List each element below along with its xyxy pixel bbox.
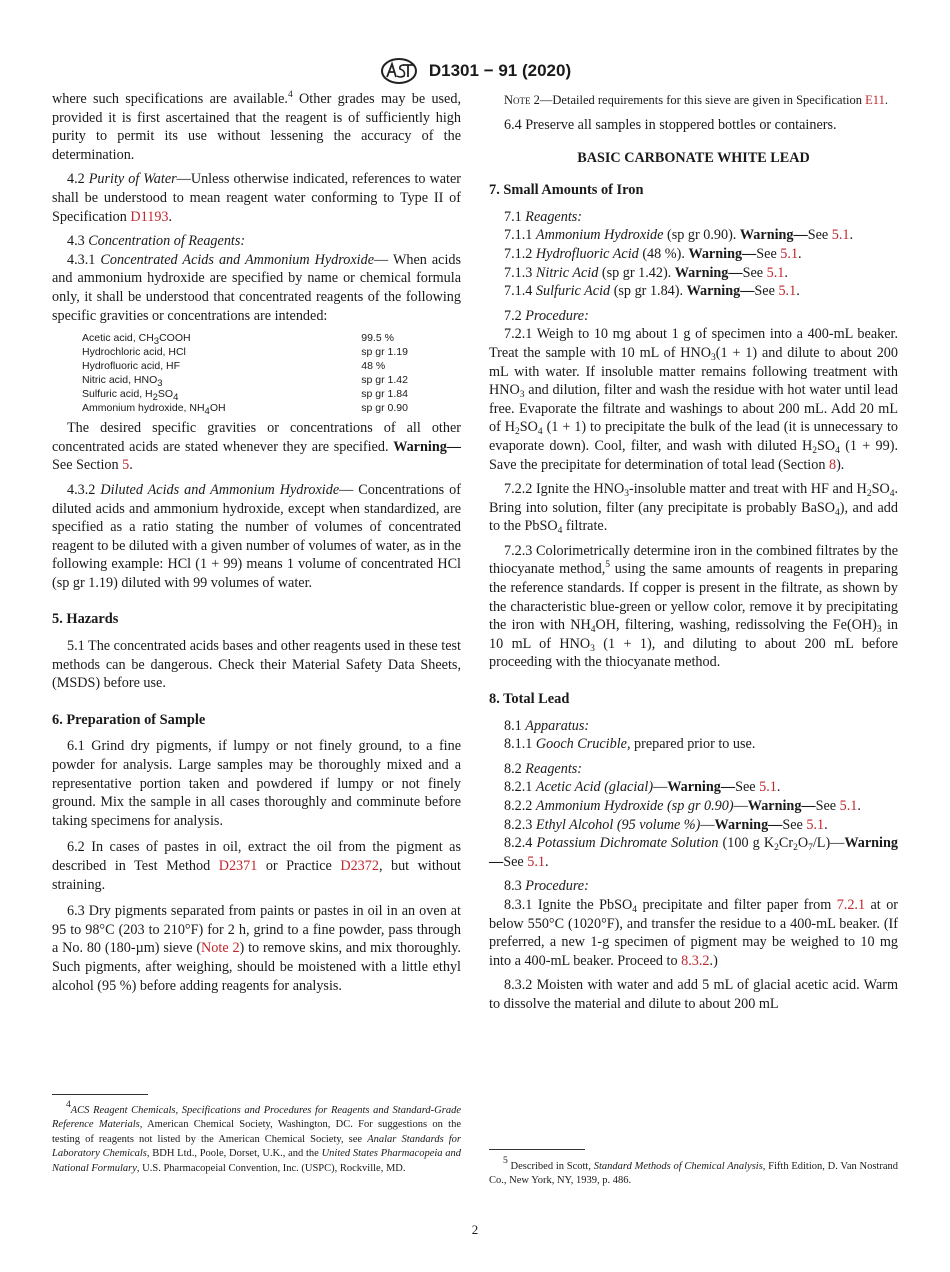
paragraph-7-2-1: 7.2.1 Weigh to 10 mg about 1 g of specimen into a 400-mL beaker. Treat the sample with 10 mL of $HNO_3(1 + 1)$ and dilute to about 200 mL with water. If insoluble matter remains following treatment with $HNO_3$ and dilution, filter and wash the residue with hot water until lead free. Evaporate the filtrate and washings to about 200 mL. Add 20 mL of $H_2SO_4$ (1 + 1) to precipitate the bulk of the lead (it is unnecessary to evaporate down). Cool, filter, and wash with diluted $H_2SO_4$ (1 + 99). Save the precipitate for determination of total lead (Section 8).: [489, 326, 899, 473]
paragraph-7-2: 7.2 Procedure:: [504, 307, 589, 324]
link-5-1[interactable]: 5.1: [780, 245, 799, 262]
astm-logo-icon: [379, 57, 419, 85]
paragraph-6-1: 6.1 Grind dry pigments, if lumpy or not finely ground, to a fine powder for analysis. Large samples may be thoroughly mixed and a representative portion taken and powdered if lumpy or not finely ground. Mix the sample in all cases thoroughly and comminute before taking specimens for analysis.: [52, 738, 461, 829]
link-7-2-1[interactable]: 7.2.1: [836, 896, 866, 913]
paragraph-4-3-1: 4.3.1 Concentrated Acids and Ammonium Hydroxide— When acids and ammonium hydroxide are specified by name or chemical formula only, it shall be understood that concentrated reagents of the following specific gravities or concentrations are intended:: [52, 251, 462, 324]
section-6-title: 6. Preparation of Sample: [52, 711, 206, 728]
paragraph-8-2-3: 8.2.3 Ethyl Alcohol (95 volume %)—Warning—See 5.1.: [504, 816, 828, 833]
reagent-name: Nitric acid, $HNO_3$: [82, 374, 163, 390]
gravity-row: [82, 331, 461, 345]
section-5-title: 5. Hazards: [52, 611, 119, 628]
reagent-value: 48 %: [361, 360, 386, 373]
right-column: [489, 92, 898, 1020]
paragraph-4-2: 4.2 Purity of Water—Unless otherwise indicated, references to water shall be understood to mean reagent water conforming to Type II of Specification D1193.: [52, 171, 462, 225]
paragraph-7-1-4: 7.1.4 Sulfuric Acid (sp gr 1.84). Warning—See 5.1.: [504, 283, 800, 300]
paragraph-4-3-2: 4.3.2 Diluted Acids and Ammonium Hydroxide— Concentrations of diluted acids and ammonium hydroxide, except when standardized, are specified as a ratio stating the number of volumes of concentrated reagent to be diluted with a given number of volumes of water, as in the following example: HCl (1 + 99) means 1 volume of concentrated HCl (sp gr 1.19) diluted with 99 volumes of water.: [52, 481, 461, 591]
paragraph-desired-gravities: The desired specific gravities or concentrations of all other concentrated acids are stated whenever they are specified. Warning—See Section 5.: [52, 420, 461, 474]
link-5-1[interactable]: 5.1: [806, 816, 825, 833]
paragraph-7-1-2: 7.1.2 Hydrofluoric Acid (48 %). Warning—See 5.1.: [504, 245, 802, 262]
link-note-2[interactable]: Note 2: [201, 940, 240, 957]
footnote-ref-4[interactable]: 4: [287, 90, 293, 100]
paragraph-8-2-1: 8.2.1 Acetic Acid (glacial)—Warning—See 5.1.: [504, 779, 781, 796]
link-d1193[interactable]: D1193: [130, 208, 169, 225]
basic-carbonate-heading: BASIC CARBONATE WHITE LEAD: [577, 149, 810, 166]
reagent-value: 99.5 %: [361, 332, 394, 345]
link-d2371[interactable]: D2371: [218, 858, 258, 874]
gravity-row: [82, 387, 461, 401]
paragraph-7-1-3: 7.1.3 Nitric Acid (sp gr 1.42). Warning—See 5.1.: [504, 264, 788, 281]
paragraph-4-3: 4.3 Concentration of Reagents:: [67, 233, 246, 250]
link-section-8[interactable]: 8: [828, 456, 837, 473]
paragraph-8-1-1: 8.1.1 Gooch Crucible, prepared prior to use.: [504, 736, 756, 753]
paragraph-6-3: 6.3 Dry pigments separated from paints or pastes in oil in an oven at 95 to 98°C (203 to 210°F) for 2 h, grind to a fine powder, pass through a No. 80 (180-µm) sieve (Note 2) to remove skins, and mix thoroughly. Such pigments, after weighing, should be moistened with a little ethyl alcohol (95 %) before adding reagents for analysis.: [52, 903, 461, 994]
left-column: [52, 90, 461, 1001]
reagent-name: Hydrofluoric acid, HF: [82, 360, 181, 373]
paragraph-6-4: 6.4 Preserve all samples in stoppered bottles or containers.: [504, 117, 837, 133]
reagent-value: sp gr 1.84: [361, 388, 408, 401]
paragraph-5-1: 5.1 The concentrated acids bases and other reagents used in these test methods can be dangerous. Check their Material Safety Data Sheets, (MSDS) before use.: [52, 638, 461, 692]
gravity-row: [82, 359, 461, 373]
link-5-1[interactable]: 5.1: [766, 264, 785, 281]
paragraph-8-3-1: 8.3.1 Ignite the PbSO$_4$ precipitate and filter paper from 7.2.1 at or below 550°C (1020°F), and transfer the residue to a 400-mL beaker. (If preferred, a new 1-g specimen of pigment may be weighed to 10 mg into a 400-mL beaker. Proceed to 8.3.2.): [489, 896, 899, 969]
paragraph-8-3: 8.3 Procedure:: [504, 878, 589, 895]
paragraph-7-1-1: 7.1.1 Ammonium Hydroxide (sp gr 0.90). Warning—See 5.1.: [504, 227, 854, 244]
paragraph-7-2-3: 7.2.3 Colorimetrically determine iron in the combined filtrates by the thiocyanate method,$^5$ using the same amounts of reagents in preparing the reference standards. If copper is present in the filtrate, as shown by the characteristic blue-green or yellow color, remove it by precipitating the iron with $NH_4OH$, filtering, washing, redissolving the $Fe(OH)_3$ in 10 mL of $HNO_3$ (1 + 1), and diluting to about 200 mL before proceeding with the thiocyanate method.: [489, 542, 898, 671]
footnote-divider-right: [489, 1149, 585, 1150]
footnote-4: $^4$ACS Reagent Chemicals, Specifications and Procedures for Reagents and Standard-Grade Reference Materials, American Chemical Society, Washington, DC. For suggestions on the testing of reagents not listed by the American Chemical Society, see Analar Standards for Laboratory Chemicals, BDH Ltd., Poole, Dorset, U.K., and the United States Pharmacopeia and National Formulary, U.S. Pharmacopeial Convention, Inc. (USPC), Rockville, MD.: [52, 1100, 462, 1174]
reagent-value: sp gr 1.42: [361, 374, 408, 387]
link-5-1[interactable]: 5.1: [778, 283, 797, 300]
footnote-divider-left: [52, 1094, 148, 1095]
paragraph-7-2-2: 7.2.2 Ignite the $HNO_3$-insoluble matter and treat with HF and $H_2SO_4$. Bring into solution, filter (any precipitate is probably BaSO$_4$), and add to the PbSO$_4$ filtrate.: [489, 481, 898, 537]
link-5-1[interactable]: 5.1: [759, 779, 777, 796]
paragraph-8-2: 8.2 Reagents:: [504, 760, 583, 777]
reagent-name: Sulfuric acid, $H_2SO_4$: [82, 388, 179, 404]
paragraph-7-1: 7.1 Reagents:: [504, 208, 583, 225]
section-8-title: 8. Total Lead: [489, 691, 570, 708]
link-5-1[interactable]: 5.1: [527, 853, 545, 870]
paragraph-8-1: 8.1 Apparatus:: [504, 717, 590, 734]
paragraph-8-2-2: 8.2.2 Ammonium Hydroxide (sp gr 0.90)—Warning—See 5.1.: [504, 798, 861, 814]
link-e11[interactable]: E11: [865, 93, 885, 107]
document-designation: D1301 − 91 (2020): [428, 61, 572, 80]
reagent-name: Ammonium hydroxide, $NH_4OH$: [82, 402, 226, 418]
link-d2372[interactable]: D2372: [340, 858, 379, 874]
gravity-row: [82, 373, 461, 387]
page-header: [0, 57, 950, 85]
footnote-ref-5[interactable]: 5: [605, 560, 611, 571]
footnote-5: $^5$ Described in Scott, Standard Methods of Chemical Analysis, Fifth Edition, D. Van Nostrand Co., New York, NY, 1939, p. 486.: [489, 1156, 898, 1187]
reagent-name: Acetic acid, $CH_3COOH$: [82, 332, 191, 348]
link-5-1[interactable]: 5.1: [839, 798, 858, 814]
gravity-row: [82, 345, 461, 359]
link-5-1[interactable]: 5.1: [831, 227, 850, 244]
reagent-value: sp gr 0.90: [361, 402, 408, 415]
reagent-name: Hydrochloric acid, HCl: [82, 346, 186, 359]
paragraph-continued: where such specifications are available.$^4$ Other grades may be used, provided it is first ascertained that the reagent is of sufficiently high purity to permit its use without lessening the accuracy of the determination.: [52, 90, 461, 163]
paragraph-6-2: 6.2 In cases of pastes in oil, extract the oil from the pigment as described in Test Method D2371 or Practice D2372, but without straining.: [52, 839, 461, 893]
page-number: 2: [471, 1222, 479, 1237]
section-7-title: 7. Small Amounts of Iron: [489, 182, 644, 199]
specific-gravity-table: [82, 331, 461, 418]
link-8-3-2[interactable]: 8.3.2: [681, 952, 710, 969]
reagent-value: sp gr 1.19: [361, 346, 408, 359]
paragraph-8-2-4: 8.2.4 Potassium Dichromate Solution (100 g $K_2Cr_2O_7/L)—Warning—See$ 5.1.: [489, 835, 898, 870]
link-section-5[interactable]: 5: [122, 457, 130, 474]
gravity-row: [82, 401, 461, 415]
note-2: Note 2—Detailed requirements for this sieve are given in Specification E11.: [504, 93, 888, 107]
paragraph-8-3-2: 8.3.2 Moisten with water and add 5 mL of glacial acetic acid. Warm to dissolve the material and dilute to about 200 mL: [489, 977, 898, 1012]
